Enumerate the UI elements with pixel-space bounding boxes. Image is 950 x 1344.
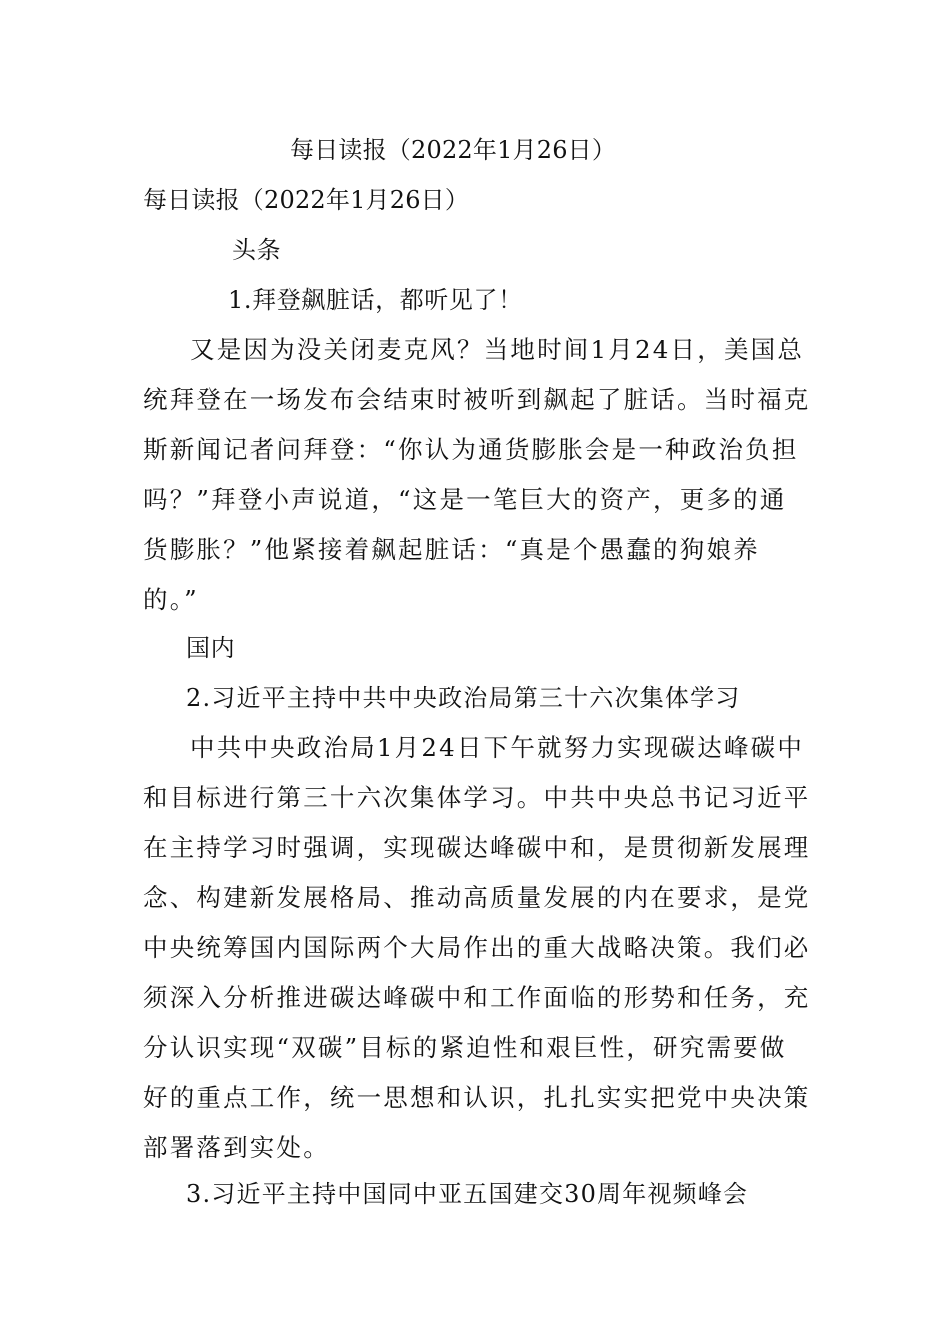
section-label-headline: 头条 xyxy=(232,236,282,264)
article-2-line-3: 在主持学习时强调，实现碳达峰碳中和，是贯彻新发展理 xyxy=(143,833,811,862)
article-2-line-4: 念、构建新发展格局、推动高质量发展的内在要求，是党 xyxy=(143,883,811,912)
article-heading-2: 2.习近平主持中共中央政治局第三十六次集体学习 xyxy=(186,684,741,712)
article-2-line-6: 须深入分析推进碳达峰碳中和工作面临的形势和任务，充 xyxy=(143,983,811,1012)
section-label-domestic: 国内 xyxy=(186,634,236,662)
article-1-line-1: 又是因为没关闭麦克风？当地时间1月24日，美国总 xyxy=(190,335,805,364)
document-title: 每日读报（2022年1月26日） xyxy=(290,136,617,164)
article-2-line-8: 好的重点工作，统一思想和认识，扎扎实实把党中央决策 xyxy=(143,1083,811,1112)
document-subtitle: 每日读报（2022年1月26日） xyxy=(143,186,470,214)
article-1-line-6: 的。” xyxy=(143,585,199,614)
article-2-line-9: 部署落到实处。 xyxy=(143,1133,330,1162)
article-1-line-4: 吗？”拜登小声说道，“这是一笔巨大的资产，更多的通 xyxy=(143,485,787,514)
article-1-line-3: 斯新闻记者问拜登：“你认为通货膨胀会是一种政治负担 xyxy=(143,435,799,464)
article-2-line-2: 和目标进行第三十六次集体学习。中共中央总书记习近平 xyxy=(143,783,811,812)
article-1-line-2: 统拜登在一场发布会结束时被听到飙起了脏话。当时福克 xyxy=(143,385,811,414)
article-heading-1: 1.拜登飙脏话，都听见了！ xyxy=(228,286,523,314)
article-heading-3: 3.习近平主持中国同中亚五国建交30周年视频峰会 xyxy=(186,1180,749,1208)
article-1-line-5: 货膨胀？”他紧接着飙起脏话：“真是个愚蠢的狗娘养 xyxy=(143,535,760,564)
article-2-line-7: 分认识实现“双碳”目标的紧迫性和艰巨性，研究需要做 xyxy=(143,1033,787,1062)
article-2-line-1: 中共中央政治局1月24日下午就努力实现碳达峰碳中 xyxy=(190,733,805,762)
article-2-line-5: 中央统筹国内国际两个大局作出的重大战略决策。我们必 xyxy=(143,933,811,962)
